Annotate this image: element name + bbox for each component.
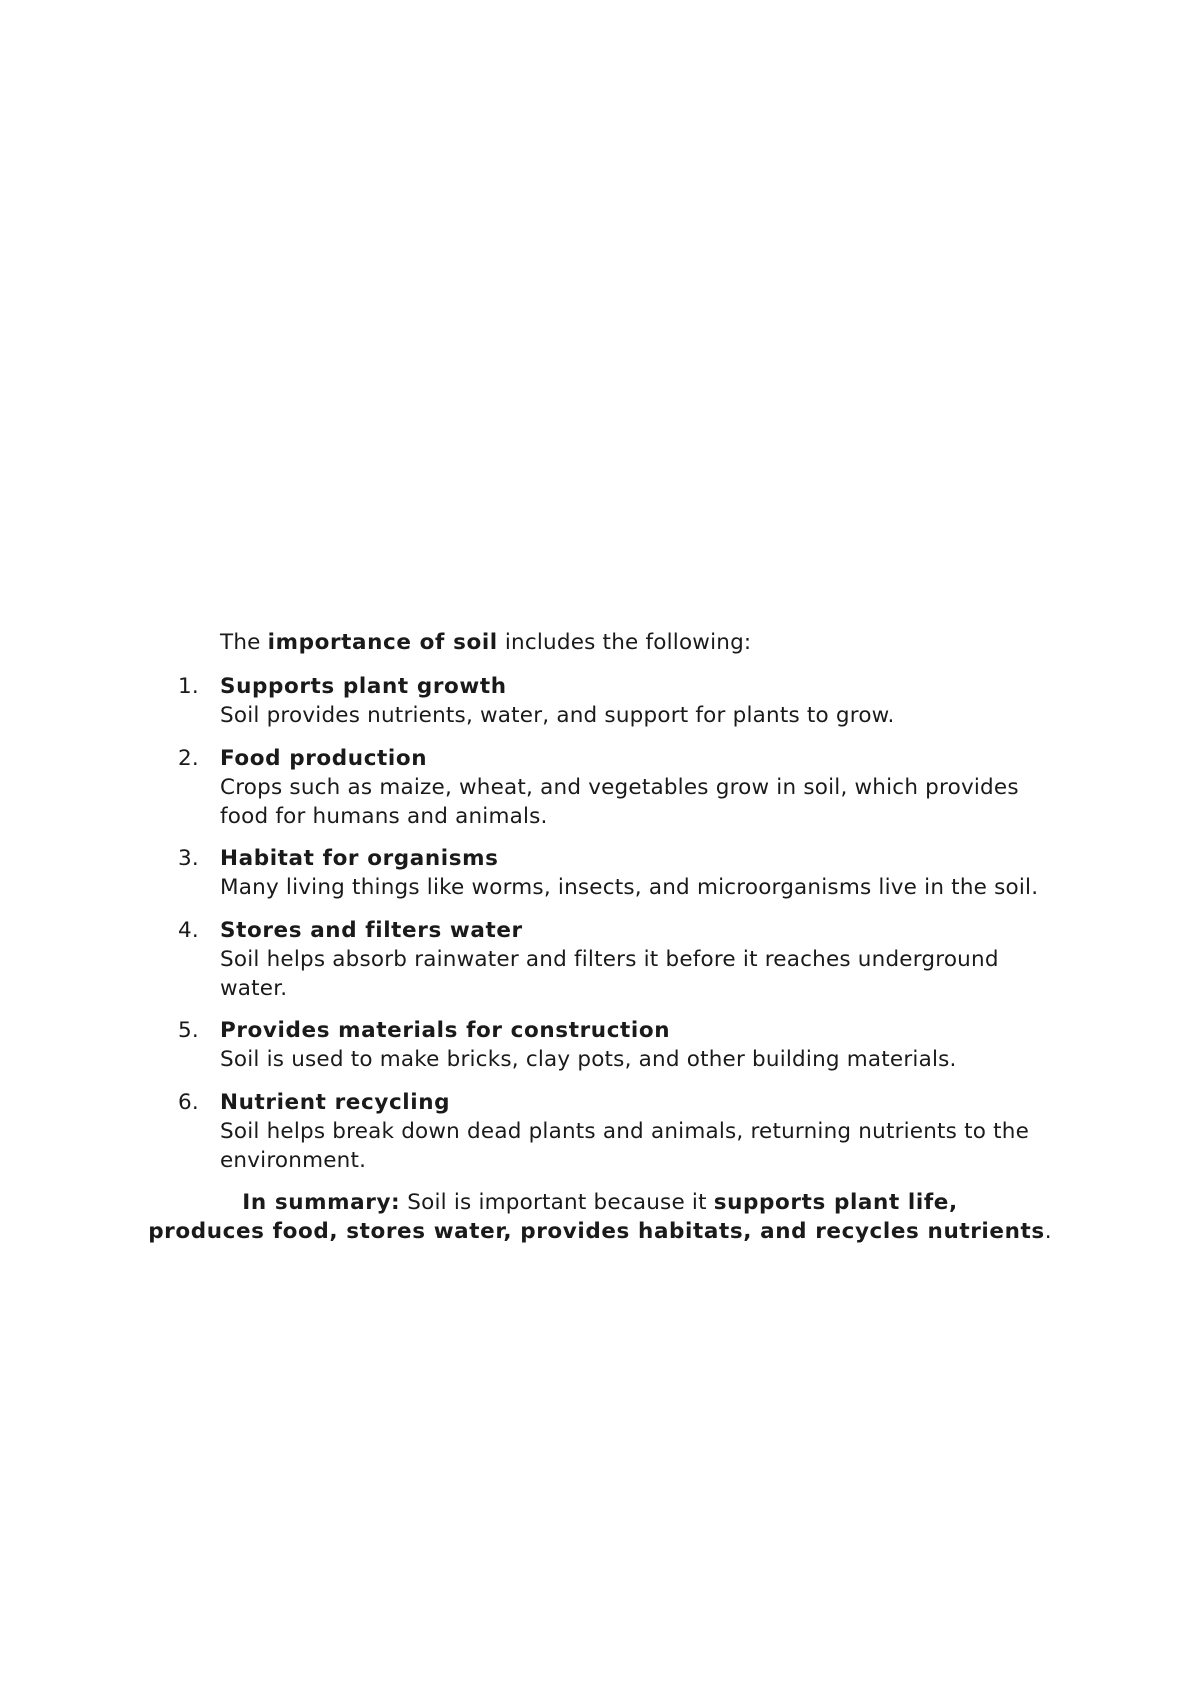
intro-suffix: includes the following:	[497, 630, 752, 655]
list-item-number: 6.	[178, 1090, 199, 1115]
summary-bold-line2: produces food, stores water, provides habitats, and recycles nutrients	[148, 1219, 1045, 1244]
summary-text: Soil is important because it	[400, 1190, 714, 1215]
list-item-description: environment.	[220, 1148, 367, 1173]
list-item-description: Soil helps absorb rainwater and filters it before it reaches underground	[220, 947, 999, 972]
list-item-heading: Stores and filters water	[220, 918, 523, 943]
intro-paragraph	[220, 628, 751, 657]
list-item-description: water.	[220, 976, 288, 1001]
list-item-heading: Habitat for organisms	[220, 846, 499, 871]
list-item-heading: Food production	[220, 746, 428, 771]
list-item-number: 2.	[178, 746, 199, 771]
list-item-description: Soil provides nutrients, water, and support for plants to grow.	[220, 703, 895, 728]
list-item-heading: Provides materials for construction	[220, 1018, 671, 1043]
list-item-description: food for humans and animals.	[220, 804, 548, 829]
list-item-description: Soil is used to make bricks, clay pots, and other building materials.	[220, 1047, 957, 1072]
list-item-description: Soil helps break down dead plants and animals, returning nutrients to the	[220, 1119, 1030, 1144]
list-item-description: Many living things like worms, insects, and microorganisms live in the soil.	[220, 875, 1039, 900]
intro-prefix: The	[220, 630, 268, 655]
list-item-number: 5.	[178, 1018, 199, 1043]
list-item-description: Crops such as maize, wheat, and vegetables grow in soil, which provides	[220, 775, 1019, 800]
summary-label: In summary:	[242, 1190, 401, 1215]
summary-end: .	[1044, 1219, 1052, 1244]
intro-bold: importance of soil	[267, 630, 498, 655]
summary-bold-line1: supports plant life,	[713, 1190, 958, 1215]
list-item-number: 3.	[178, 846, 199, 871]
list-item-number: 4.	[178, 918, 199, 943]
list-item-number: 1.	[178, 674, 199, 699]
summary-paragraph	[0, 1188, 1200, 1246]
list-item-heading: Supports plant growth	[220, 674, 507, 699]
list-item-heading: Nutrient recycling	[220, 1090, 451, 1115]
